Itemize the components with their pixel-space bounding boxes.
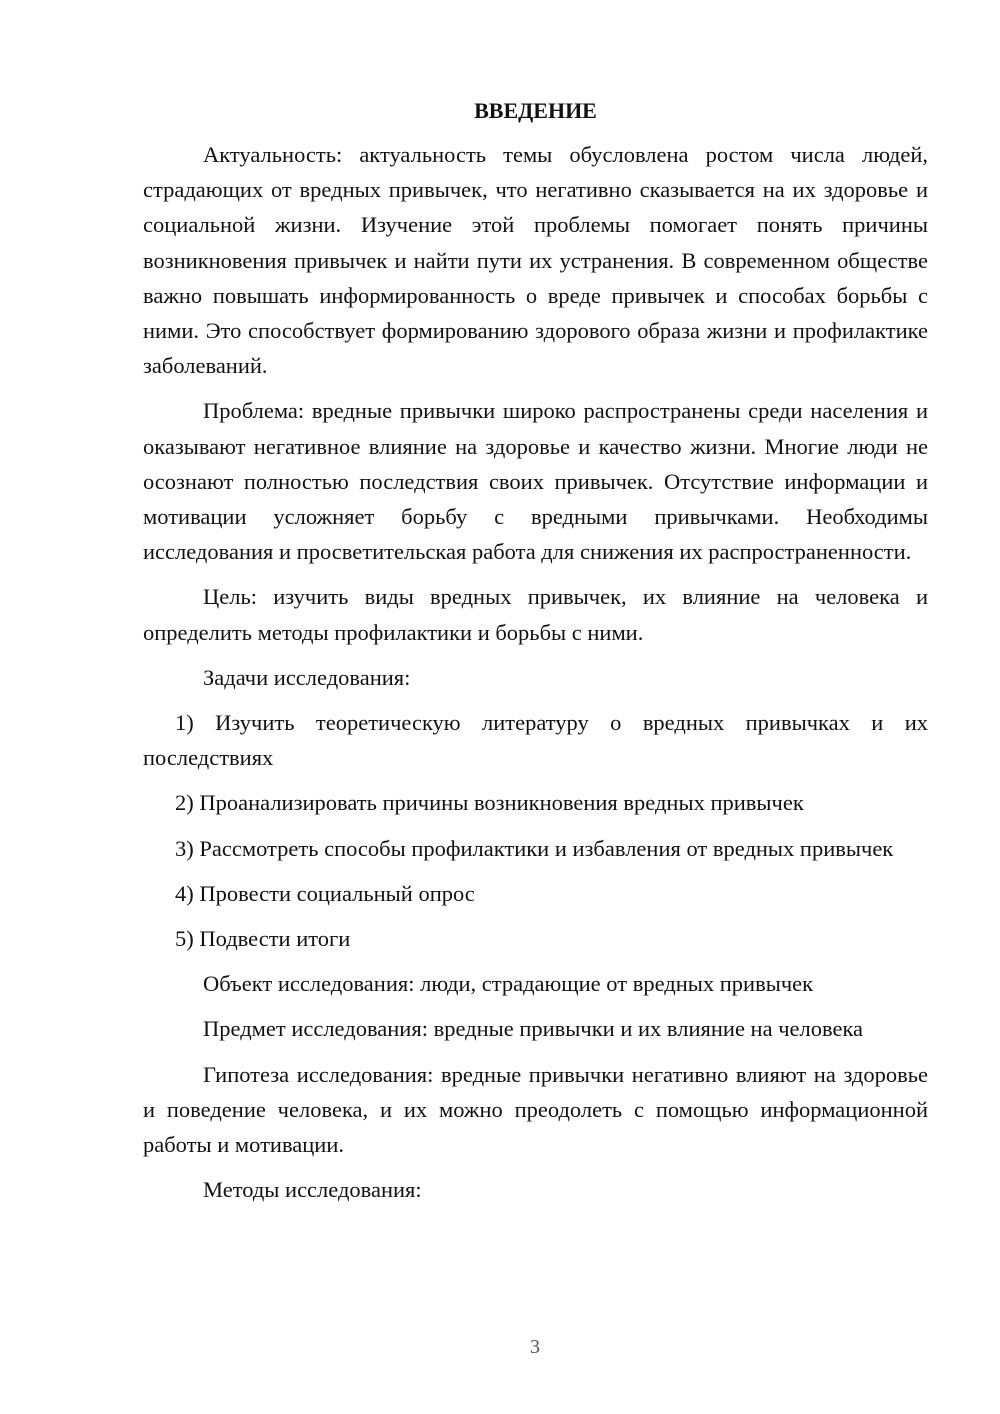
paragraph-object: Объект исследования: люди, страдающие от вредных привычек [203, 971, 814, 997]
page-number: 3 [530, 1336, 540, 1358]
paragraph-relevance: Актуальность: актуальность темы обусловлена ростом числа людей, страдающих от вредных привычек, что негативно сказывается на их здоровье и социальной жизни. Изучение этой проблемы помогает понять причины возникновения привычек и найти пути их устранения. В современном обществе важно повышать информированность о вреде привычек и способах борьбы с ними. Это способствует формированию здорового образа жизни и профилактике заболеваний. [143, 142, 928, 379]
paragraph-hypothesis: Гипотеза исследования: вредные привычки негативно влияют на здоровье и поведение человека, и их можно преодолеть с помощью информационной работы и мотивации. [143, 1061, 928, 1158]
paragraph-methods-label: Методы исследования: [203, 1177, 422, 1203]
paragraph-goal: Цель: изучить виды вредных привычек, их влияние на человека и определить методы профилактики и борьбы с ними. [143, 584, 928, 645]
task-item-5: 5) Подвести итоги [175, 926, 351, 952]
task-item-1: 1) Изучить теоретическую литературу о вредных привычках и их последствиях [143, 710, 928, 771]
paragraph-tasks-label: Задачи исследования: [203, 664, 411, 690]
section-heading: ВВЕДЕНИЕ [474, 98, 597, 123]
task-item-2: 2) Проанализировать причины возникновения вредных привычек [175, 790, 804, 816]
task-item-3: 3) Рассмотреть способы профилактики и избавления от вредных привычек [175, 835, 894, 861]
page-content [143, 95, 928, 1217]
paragraph-subject: Предмет исследования: вредные привычки и их влияние на человека [203, 1016, 864, 1042]
task-item-4: 4) Провести социальный опрос [175, 880, 475, 906]
paragraph-problem: Проблема: вредные привычки широко распространены среди населения и оказывают негативное влияние на здоровье и качество жизни. Многие люди не осознают полностью последствия своих привычек. Отсутствие информации и мотивации усложняет борьбу с вредными привычками. Необходимы исследования и просветительская работа для снижения их распространенности. [143, 398, 928, 565]
